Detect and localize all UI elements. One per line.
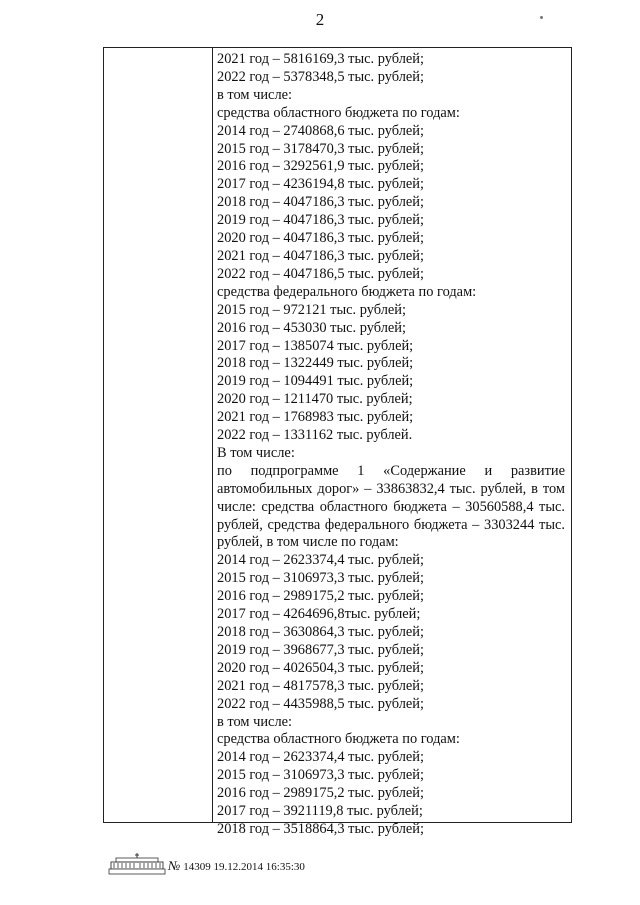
text-line: 2019 год – 3968677,3 тыс. рублей; xyxy=(217,641,424,658)
document-table xyxy=(103,47,572,837)
text-line: средства областного бюджета по годам: xyxy=(217,731,460,748)
text-line: 2018 год – 1322449 тыс. рублей; xyxy=(217,355,414,372)
text-line: 2014 год – 2623374,4 тыс. рублей; xyxy=(217,749,424,766)
text-line: 2022 год – 1331162 тыс. рублей. xyxy=(217,427,413,444)
text-line: 2015 год – 3178470,3 тыс. рублей; xyxy=(217,140,424,157)
text-line: 2018 год – 3518864,3 тыс. рублей; xyxy=(217,820,424,837)
paragraph-line: рублей, в том числе по годам: xyxy=(217,534,399,551)
registration-stamp xyxy=(168,858,305,874)
text-line: 2015 год – 3106973,3 тыс. рублей; xyxy=(217,767,424,784)
text-line: в том числе: xyxy=(217,713,293,730)
text-line: В том числе: xyxy=(217,444,295,461)
paragraph-line: по подпрограмме 1 «Содержание и развитие xyxy=(217,462,565,479)
text-line: 2021 год – 4817578,3 тыс. рублей; xyxy=(217,677,424,694)
registration-number-date: 14309 19.12.2014 16:35:30 xyxy=(183,861,305,873)
text-line: 2014 год – 2623374,4 тыс. рублей; xyxy=(217,552,424,569)
text-line: 2017 год – 4236194,8 тыс. рублей; xyxy=(217,176,424,193)
text-line: 2020 год – 4026504,3 тыс. рублей; xyxy=(217,659,424,676)
paragraph-line: числе: средства областного бюджета – 30560588,4 тыс. xyxy=(217,498,565,515)
text-line: 2021 год – 5816169,3 тыс. рублей; xyxy=(217,51,424,67)
text-line: 2018 год – 4047186,3 тыс. рублей; xyxy=(217,194,424,211)
text-line: 2020 год – 1211470 тыс. рублей; xyxy=(217,391,413,408)
text-line: 2021 год – 4047186,3 тыс. рублей; xyxy=(217,247,424,264)
text-line: 2017 год – 3921119,8 тыс. рублей; xyxy=(217,803,423,820)
text-line: 2016 год – 3292561,9 тыс. рублей; xyxy=(217,158,424,175)
text-line: 2019 год – 4047186,3 тыс. рублей; xyxy=(217,212,424,229)
text-line: 2017 год – 1385074 тыс. рублей; xyxy=(217,337,414,354)
text-line: 2020 год – 4047186,3 тыс. рублей; xyxy=(217,230,424,247)
text-line: 2022 год – 4047186,5 тыс. рублей; xyxy=(217,265,424,282)
column-divider xyxy=(212,47,213,823)
text-line: 2016 год – 453030 тыс. рублей; xyxy=(217,319,406,336)
scan-speck xyxy=(540,16,543,19)
paragraph-line: автомобильных дорог» – 33863832,4 тыс. рублей, в том xyxy=(217,480,565,497)
text-line: 2022 год – 4435988,5 тыс. рублей; xyxy=(217,695,424,712)
text-line: 2016 год – 2989175,2 тыс. рублей; xyxy=(217,588,424,605)
text-line: 2022 год – 5378348,5 тыс. рублей; xyxy=(217,68,424,85)
text-line: 2019 год – 1094491 тыс. рублей; xyxy=(217,373,414,390)
text-line: 2015 год – 972121 тыс. рублей; xyxy=(217,301,406,318)
government-seal-icon xyxy=(108,853,166,875)
text-line: 2017 год – 4264696,8тыс. рублей; xyxy=(217,606,421,623)
text-line: 2021 год – 1768983 тыс. рублей; xyxy=(217,409,414,426)
text-line: средства областного бюджета по годам: xyxy=(217,104,460,121)
paragraph-line: рублей, средства федерального бюджета – 3303244 тыс. xyxy=(217,516,565,533)
table-cell-content xyxy=(217,51,565,839)
page-number: 2 xyxy=(315,10,325,29)
text-line: 2015 год – 3106973,3 тыс. рублей; xyxy=(217,570,424,587)
text-line: 2018 год – 3630864,3 тыс. рублей; xyxy=(217,624,424,640)
number-sign: № xyxy=(168,858,181,873)
text-line: 2014 год – 2740868,6 тыс. рублей; xyxy=(217,122,424,139)
text-line: 2016 год – 2989175,2 тыс. рублей; xyxy=(217,785,424,802)
text-line: средства федерального бюджета по годам: xyxy=(217,283,477,300)
text-line: в том числе: xyxy=(217,86,293,103)
